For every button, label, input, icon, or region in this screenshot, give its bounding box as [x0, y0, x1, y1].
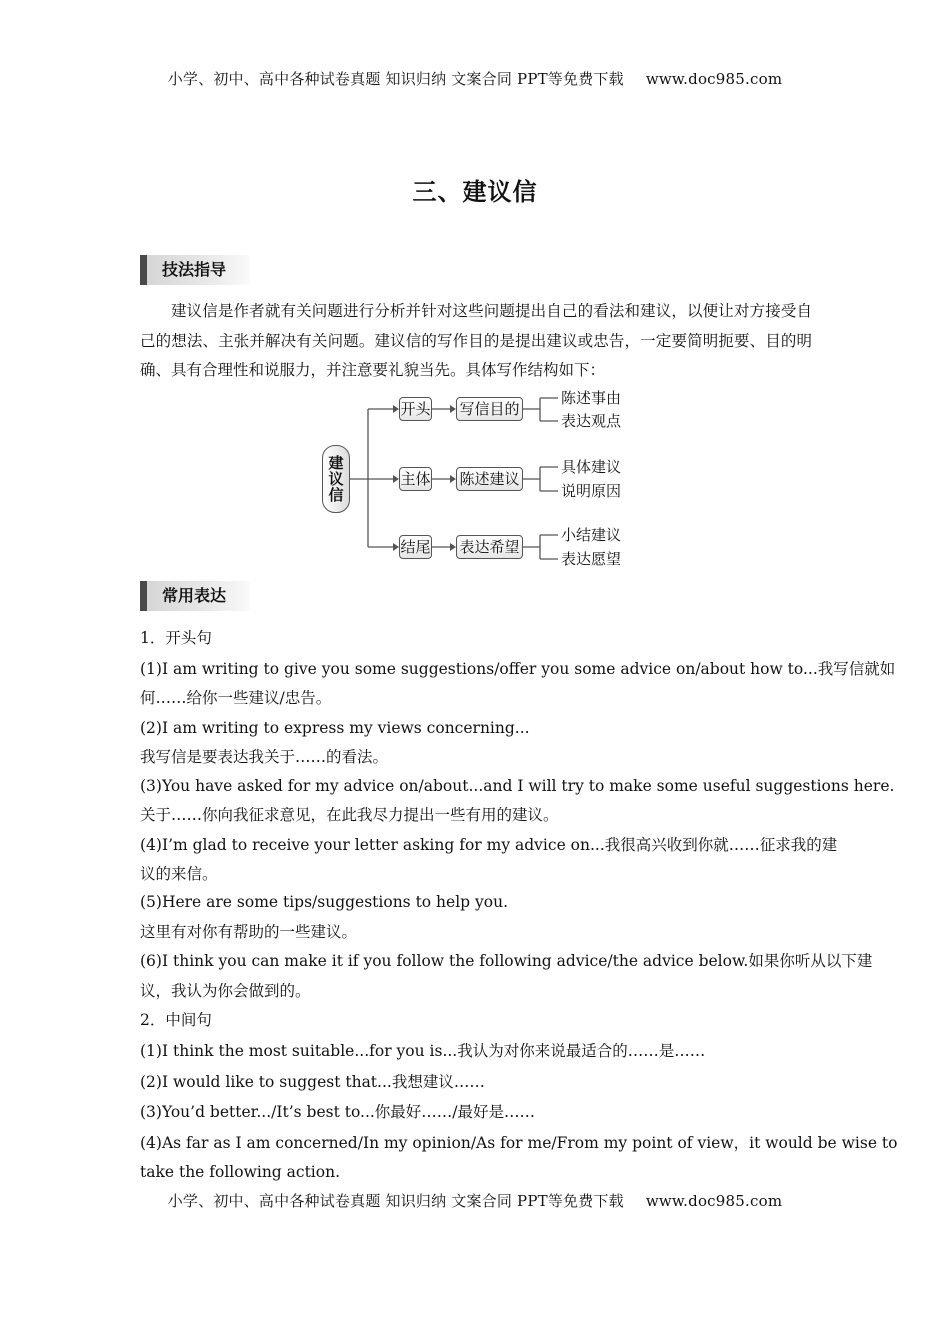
section-label-technique: 技法指导 — [140, 255, 250, 285]
diagram-purpose-opening: 写信目的 — [456, 397, 523, 421]
page-footer — [0, 1190, 950, 1211]
footer-text: 小学、初中、高中各种试卷真题 知识归纳 文案合同 PPT等免费下载 — [167, 1192, 624, 1210]
header-text: 小学、初中、高中各种试卷真题 知识归纳 文案合同 PPT等免费下载 — [167, 70, 624, 88]
expression-line: (2)I am writing to express my views concerning... — [140, 719, 530, 737]
expression-line: 何……给你一些建议/忠告。 — [140, 689, 332, 707]
expression-line: 议的来信。 — [140, 865, 218, 883]
diagram-leaf: 说明原因 — [561, 482, 622, 500]
page-header — [0, 68, 950, 89]
header-site-link[interactable]: www.doc985.com — [645, 70, 783, 88]
expression-line: (1)I am writing to give you some suggestions/offer you some advice on/about how to...我写信就如 — [140, 660, 896, 678]
expression-line: (6)I think you can make it if you follow the following advice/the advice below.如果你听从以下建 — [140, 952, 873, 970]
intro-paragraph: 建议信是作者就有关问题进行分析并针对这些问题提出自己的看法和建议，以便让对方接受自己的想法、主张并解决有关问题。建议信的写作目的是提出建议或忠告，一定要简明扼要、目的明确、具有合理性和说服力，并注意要礼貌当先。具体写作结构如下： — [140, 302, 812, 379]
footer-site-link[interactable]: www.doc985.com — [645, 1192, 783, 1210]
expression-line: (3)You’d better.../It’s best to...你最好……/最好是…… — [140, 1103, 536, 1121]
diagram-stage-opening: 开头 — [399, 397, 432, 421]
diagram-root: 建议信 — [322, 445, 350, 513]
expression-line: (3)You have asked for my advice on/about...and I will try to make some useful suggestions here. — [140, 777, 895, 795]
expression-line: 这里有对你有帮助的一些建议。 — [140, 923, 358, 941]
page-title: 三、建议信 — [412, 177, 538, 206]
diagram-purpose-ending: 表达希望 — [456, 535, 523, 559]
structure-diagram — [320, 385, 640, 575]
diagram-leaf: 表达愿望 — [561, 550, 622, 568]
diagram-purpose-body: 陈述建议 — [456, 467, 523, 491]
section-label-expressions: 常用表达 — [140, 581, 250, 611]
diagram-leaf: 陈述事由 — [561, 389, 622, 407]
diagram-stage-body: 主体 — [399, 467, 432, 491]
expression-line: (5)Here are some tips/suggestions to help you. — [140, 893, 509, 911]
expression-line: 2．中间句 — [140, 1011, 212, 1029]
expression-line: (2)I would like to suggest that...我想建议…… — [140, 1073, 485, 1091]
expression-line: take the following action. — [140, 1163, 340, 1181]
diagram-stage-ending: 结尾 — [399, 535, 432, 559]
expression-line: (1)I think the most suitable...for you is...我认为对你来说最适合的……是…… — [140, 1042, 706, 1060]
diagram-leaf: 具体建议 — [561, 458, 622, 476]
expression-line: 我写信是要表达我关于……的看法。 — [140, 748, 389, 766]
diagram-leaf: 表达观点 — [561, 412, 622, 430]
expression-line: 议，我认为你会做到的。 — [140, 982, 311, 1000]
expression-line: (4)As far as I am concerned/In my opinion/As for me/From my point of view，it would be wise to — [140, 1134, 898, 1152]
expression-line: 关于……你向我征求意见，在此我尽力提出一些有用的建议。 — [140, 806, 559, 824]
diagram-leaf: 小结建议 — [561, 526, 622, 544]
expression-line: (4)I’m glad to receive your letter asking for my advice on...我很高兴收到你就……征求我的建 — [140, 836, 838, 854]
expression-line: 1．开头句 — [140, 629, 212, 647]
